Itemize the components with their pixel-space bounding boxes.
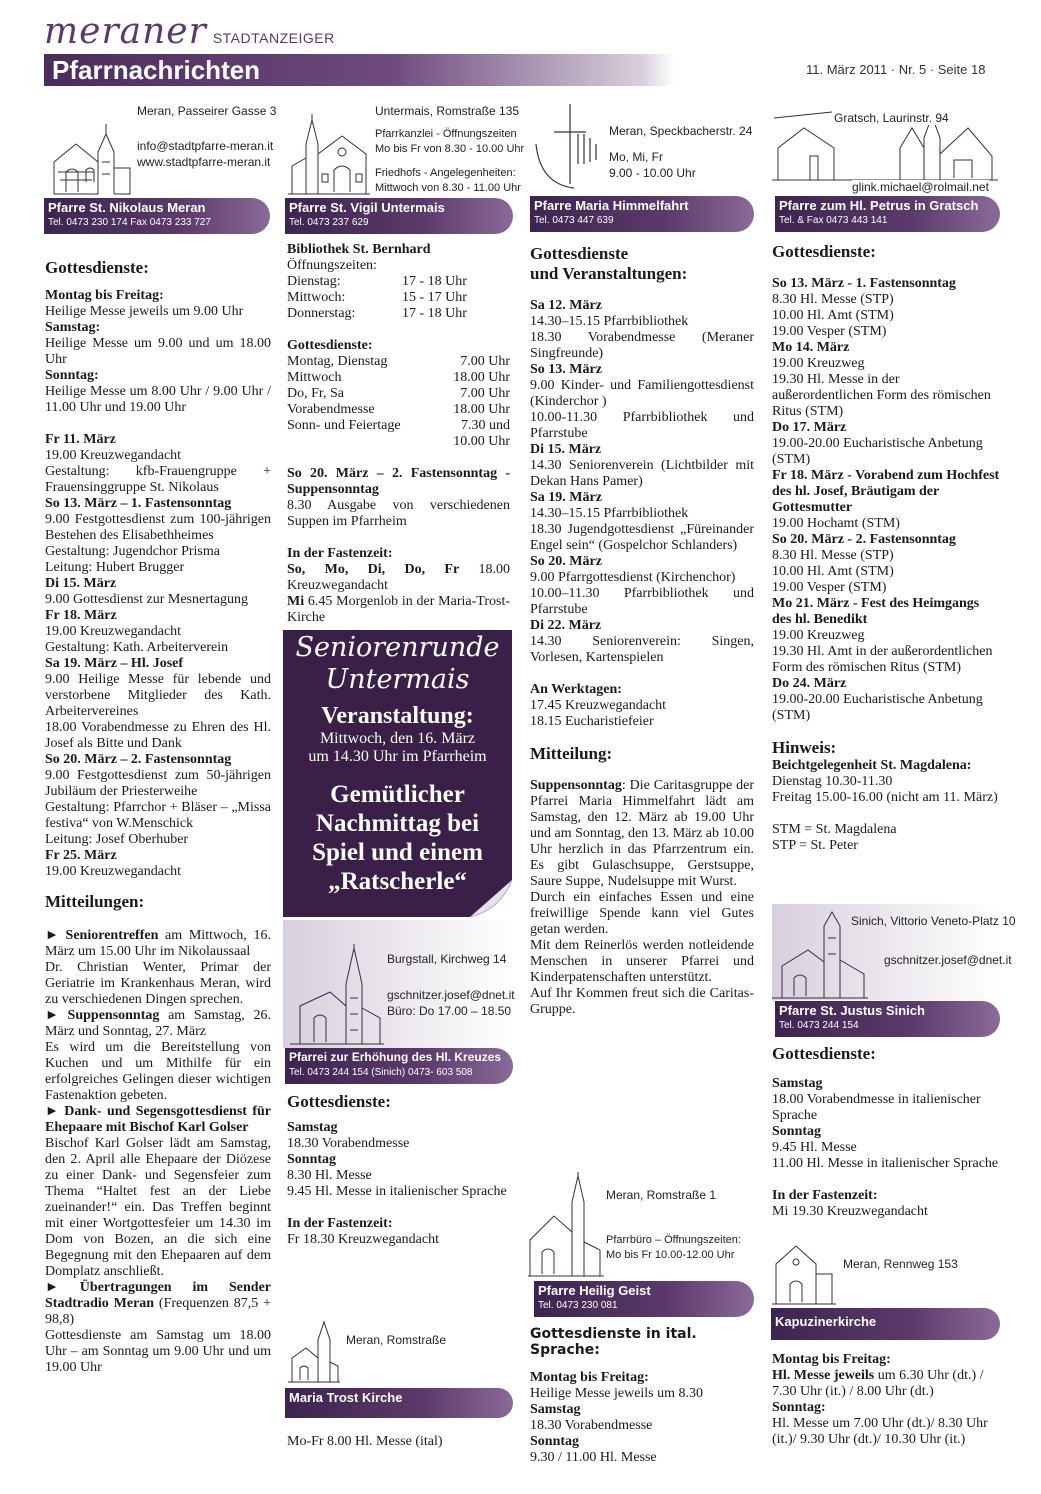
col3-heading-1: Gottesdienste — [530, 244, 629, 263]
col4-line: 19.00 Kreuzweg — [772, 356, 865, 371]
col1-line: Heilige Messe jeweils um 9.00 Uhr — [45, 304, 244, 319]
sinich-email[interactable]: gschnitzer.josef@dnet.it — [884, 953, 1012, 967]
burgstall-parish-bar — [285, 1048, 513, 1084]
heiliggeist-tel: Tel. 0473 230 081 — [538, 1300, 618, 1311]
col1-line: 9.00 Heilige Messe für lebende und verstorbene Mitglieder des Kath. Arbeitervereines — [45, 672, 271, 719]
col3-line: 18.30 Vorabendmesse (Meraner Singfreunde) — [530, 330, 754, 361]
col1-line: So 20. März – 2. Fastensonntag — [45, 752, 232, 767]
col1-mitteilungen — [45, 928, 271, 1376]
mitteilung-item: ► Seniorentreffen am Mittwoch, 16. März um 15.00 Uhr im Nikolaussaal — [45, 928, 272, 959]
gratsch-name: Pfarre zum Hl. Petrus in Gratsch — [779, 198, 979, 213]
col3-line: 10.00-11.30 Pfarrbibliothek und Pfarrstube — [530, 410, 754, 441]
burgstall-email[interactable]: gschnitzer.josef@dnet.it — [387, 988, 515, 1002]
senior-g4: „Ratscherle“ — [328, 868, 467, 895]
mariatrost-address: Meran, Romstraße — [346, 1333, 447, 1347]
col1-line: Fr 18. März — [45, 608, 117, 623]
col3-heading-mitteilung: Mitteilung: — [530, 744, 613, 763]
col1-heading-gottesdienste: Gottesdienste: — [45, 258, 149, 277]
fasten2-text: 6.45 Morgenlob in der Maria-Trost-Kirche — [287, 594, 510, 625]
himmelfahrt-hours: 9.00 - 10.00 Uhr — [609, 166, 696, 180]
church-kapuziner-illustration — [772, 1240, 836, 1306]
vigil-info3: Friedhofs - Angelegenheiten: — [375, 167, 516, 179]
sinich-parish-bar — [775, 1001, 1000, 1037]
sinich-gd-line — [772, 1172, 1000, 1188]
col1-line: Sa 19. März – Hl. Josef — [45, 656, 184, 671]
col3-line: 14.30 Seniorenverein (Lichtbilder mit Dekan Hans Pamer) — [530, 458, 754, 489]
ital-line: Sonntag — [530, 1434, 580, 1449]
burgstall-gd-line: Fr 18.30 Kreuzwegandacht — [287, 1232, 440, 1247]
vigil-gd-row-day: Vorabendmesse — [287, 402, 375, 417]
col4-body — [772, 242, 1000, 854]
col3-line: 14.30 Seniorenverein: Singen, Vorlesen, Kartenspielen — [530, 634, 754, 665]
ital-title: Gottesdienste in ital. Sprache: — [530, 1326, 697, 1358]
vigil-name: Pfarre St. Vigil Untermais — [289, 200, 445, 215]
senior-g1: Gemütlicher — [330, 781, 465, 808]
bibliothek-title: Bibliothek St. Bernhard — [287, 242, 431, 257]
heiliggeist-address: Meran, Romstraße 1 — [606, 1188, 717, 1202]
kapuziner-body — [772, 1352, 1000, 1448]
heiliggeist-name: Pfarre Heilig Geist — [538, 1283, 651, 1298]
col2-body — [287, 242, 510, 626]
col4-line: Mo 14. März — [772, 340, 850, 355]
senior-time: um 14.30 Uhr im Pfarrheim — [308, 748, 487, 765]
vigil-gd-row-time: 7.30 und — [461, 418, 510, 433]
col1-line: 18.00 Vorabendmesse zu Ehren des Hl. Josef als Bitte und Dank — [45, 720, 271, 751]
himmelfahrt-days: Mo, Mi, Fr — [609, 150, 663, 164]
heiliggeist-parish-bar — [534, 1281, 754, 1317]
col4-line: 19.30 Hl. Amt in der außerordentlichen Form des römischen Ritus (STM) — [772, 644, 993, 675]
nikolaus-web[interactable]: www.stadtpfarre-meran.it — [137, 155, 271, 169]
bib-row-day: Dienstag: — [287, 274, 341, 289]
vigil-address: Untermais, Romstraße 135 — [375, 104, 520, 118]
bibliothek-sub: Öffnungszeiten: — [287, 258, 377, 273]
col1-line: Gestaltung: Jugendchor Prisma — [45, 544, 220, 559]
vigil-tel: Tel. 0473 237 629 — [289, 217, 369, 228]
burgstall-name: Pfarrei zur Erhöhung des Hl. Kreuzes — [289, 1050, 502, 1064]
hinweis-line: Beichtgelegenheit St. Magdalena: — [772, 758, 972, 773]
col3-mit-lead: Suppensonntag — [530, 778, 622, 793]
vigil-gd-row-time: 7.00 Uhr — [460, 386, 510, 401]
col1-line: Fr 25. März — [45, 848, 117, 863]
mitteilung-lead: ► Suppensonntag — [45, 1008, 160, 1023]
masthead — [44, 10, 335, 50]
col3-mit3: Mit dem Reinerlös werden notleidende Menschen in unserer Pfarrei und Kinderpatenschaften unterstützt. — [530, 938, 754, 985]
kapuziner-bar — [771, 1308, 1000, 1340]
bib-row-day: Mittwoch: — [287, 290, 346, 305]
bib-row-time: 17 - 18 Uhr — [402, 274, 467, 289]
col4-line: 10.00 Hl. Amt (STM) — [772, 564, 894, 579]
col3-line: 18.30 Jugendgottesdienst „Füreinander Engel sein“ (Gospelchor Schlanders) — [530, 522, 754, 553]
col1-line: 9.00 Festgottesdienst zum 50-jährigen Jubiläum der Priesterweihe — [45, 768, 271, 799]
hinweis-line: Freitag 15.00-16.00 (nicht am 11. März) — [772, 790, 998, 805]
hinweis-line: STP = St. Peter — [772, 838, 858, 853]
col4-line: Do 17. März — [772, 420, 847, 435]
sinich-gd-line: Sonntag — [772, 1124, 822, 1139]
vigil-fasten-title: In der Fastenzeit: — [287, 546, 393, 561]
vigil-gd-row-time: 18.00 Uhr — [453, 402, 510, 417]
ital-line: Samstag — [530, 1402, 581, 1417]
col1-line: Leitung: Hubert Brugger — [45, 560, 185, 575]
col1-line: Samstag: — [45, 320, 101, 335]
kapuziner-line: Hl. Messe um 7.00 Uhr (dt.)/ 8.30 Uhr (it.)/ 9.30 Uhr (dt.)/ 10.30 Uhr (it.) — [772, 1416, 988, 1447]
col3-line: 14.30–15.15 Pfarrbibliothek — [530, 314, 689, 329]
gratsch-parish-bar — [775, 196, 1000, 232]
church-burgstall-illustration — [290, 944, 384, 1046]
burgstall-tel: Tel. 0473 244 154 (Sinich) 0473- 603 508 — [289, 1067, 473, 1078]
col1-line: 9.00 Gottesdienst zur Mesnertagung — [45, 592, 248, 607]
col1-line: Di 15. März — [45, 576, 117, 591]
senior-g3: Spiel und einem — [312, 839, 483, 866]
col1-line: 9.00 Festgottesdienst zum 100-jährigen Bestehen des Elisabethheimes — [45, 512, 271, 543]
vigil-gd-table — [287, 354, 510, 450]
burgstall-gd-line — [287, 1200, 510, 1216]
kapuziner-line: Sonntag: — [772, 1400, 826, 1415]
col2-body2 — [287, 1092, 510, 1248]
col4-body2 — [772, 1044, 1000, 1220]
col3-line: Sa 19. März — [530, 490, 602, 505]
bib-row-day: Donnerstag: — [287, 306, 356, 321]
church-vigil-illustration — [288, 114, 370, 196]
section-title: Pfarrnachrichten — [52, 55, 261, 85]
sinich-gd-list — [772, 1076, 1000, 1220]
col1-line: Fr 11. März — [45, 432, 116, 447]
nikolaus-parish-bar — [44, 198, 270, 234]
col1-line: 19.00 Kreuzwegandacht — [45, 624, 182, 639]
church-mariatrost-illustration — [288, 1318, 340, 1384]
so20-text: 8.30 Ausgabe von verschiedenen Suppen im Pfarrheim — [287, 498, 510, 529]
col1-line: Sonntag: — [45, 368, 99, 383]
sinich-gd-line: 9.45 Hl. Messe — [772, 1140, 857, 1155]
col3-body2 — [530, 1326, 754, 1466]
mitteilung-lead: ► Seniorentreffen — [45, 928, 159, 943]
col3-body — [530, 244, 754, 1018]
col4-heading-gd: Gottesdienste: — [772, 242, 876, 261]
seniorenrunde-box — [283, 630, 512, 917]
col4-heading-hinweis: Hinweis: — [772, 738, 837, 757]
bib-row-time: 15 - 17 Uhr — [402, 290, 467, 305]
col4-line: 19.00 Vesper (STM) — [772, 580, 887, 595]
nikolaus-tel: Tel. 0473 230 174 Fax 0473 233 727 — [48, 217, 211, 228]
sinich-tel: Tel. 0473 244 154 — [779, 1020, 859, 1031]
vigil-gd-row-day: Mittwoch — [287, 370, 342, 385]
vigil-gd-row-day — [287, 434, 453, 450]
col1-heading-mitteilungen: Mitteilungen: — [45, 892, 145, 911]
burgstall-gd-line: Samstag — [287, 1120, 338, 1135]
col3-line: 17.45 Kreuzwegandacht — [530, 698, 667, 713]
col4-line: So 13. März - 1. Fastensonntag — [772, 276, 956, 291]
sinich-gd-line: Mi 19.30 Kreuzwegandacht — [772, 1204, 928, 1219]
col3-line: 14.30–15.15 Pfarrbibliothek — [530, 506, 689, 521]
hinweis-line — [772, 806, 1000, 822]
col3-mit2: Durch ein einfaches Essen und eine freiwillige Spende kann viel Gutes getan werden. — [530, 890, 754, 937]
kapuziner-list — [772, 1352, 1000, 1448]
mitteilung-item: Es wird um die Bereitstellung von Kuchen und um Mithilfe für ein erfolgreiches Gelingen dieser wichtigen Fastenaktion gebeten. — [45, 1040, 271, 1103]
col4-schedule — [772, 276, 1000, 724]
col4-line: So 20. März - 2. Fastensonntag — [772, 532, 956, 547]
page-curl-icon — [470, 880, 512, 917]
col4-line: 19.00 Kreuzweg — [772, 628, 865, 643]
col4-line: Mo 21. März - Fest des Heimgangs des hl. Benedikt — [772, 596, 980, 627]
col3-mit-text: : Die Caritasgruppe der Pfarrei Maria Himmelfahrt lädt am Samstag, den 12. März ab 19.00 Uhr und am Sonntag, den 13. März ab 10.00 Uhr herzlich in das Pfarrzentrum ein. Es gibt Gulaschsuppe, Gerstsuppe, Saure Suppe, Nudelsuppe mit Wurst. — [530, 778, 754, 889]
church-heiliggeist-illustration — [528, 1172, 604, 1278]
hinweis-line: Dienstag 10.30-11.30 — [772, 774, 893, 789]
col3-line: 9.00 Pfarrgottesdienst (Kirchenchor) — [530, 570, 736, 585]
vigil-gd-title: Gottesdienste: — [287, 338, 373, 353]
vigil-gd-row-time: 18.00 Uhr — [453, 370, 510, 385]
burgstall-gd-line: Sonntag — [287, 1152, 337, 1167]
kapuziner-line: Hl. Messe jeweils um 6.30 Uhr (dt.) / 7.30 Uhr (it.) / 8.00 Uhr (dt.) — [772, 1368, 984, 1399]
kapuziner-line: Montag bis Freitag: — [772, 1352, 891, 1367]
vigil-gd-row-time: 7.00 Uhr — [460, 354, 510, 369]
nikolaus-email[interactable]: info@stadtpfarre-meran.it — [137, 139, 274, 153]
col1-line: 19.00 Kreuzwegandacht — [45, 448, 182, 463]
col3-line — [530, 666, 754, 682]
fasten1-text: 18.00 Kreuzwegandacht — [287, 562, 510, 593]
mitteilung-item: ► Suppensonntag am Samstag, 26. März und Sonntag, 27. März — [45, 1008, 271, 1039]
sinich-gd-line: Samstag — [772, 1076, 823, 1091]
vigil-parish-bar — [285, 198, 513, 234]
church-nikolaus-illustration — [46, 122, 132, 196]
sinich-name: Pfarre St. Justus Sinich — [779, 1003, 925, 1018]
col1-line: Gestaltung: Pfarrchor + Bläser – „Missa festiva“ von W.Menschick — [45, 800, 271, 831]
senior-g2: Nachmittag bei — [315, 810, 480, 837]
col1-line: Heilige Messe um 9.00 und um 18.00 Uhr — [45, 336, 271, 367]
mariatrost-name: Maria Trost Kirche — [289, 1390, 403, 1405]
burgstall-office: Büro: Do 17.00 – 18.50 — [387, 1004, 512, 1018]
kapuziner-address: Meran, Rennweg 153 — [843, 1257, 958, 1271]
col1-schedule — [45, 288, 271, 880]
mitteilung-lead: ► Dank- und Segensgottesdienst für Ehepaare mit Bischof Karl Golser — [45, 1104, 271, 1135]
sinich-gd-line: 18.00 Vorabendmesse in italienischer Sprache — [772, 1092, 981, 1123]
col3-mit4: Auf Ihr Kommen freut sich die Caritas-Gruppe. — [530, 986, 754, 1017]
kapuziner-name: Kapuzinerkirche — [775, 1314, 877, 1329]
ital-list — [530, 1370, 754, 1466]
gratsch-address: Gratsch, Laurinstr. 94 — [834, 111, 949, 125]
nikolaus-address: Meran, Passeirer Gasse 3 — [137, 104, 277, 118]
col3-line: Di 22. März — [530, 618, 602, 633]
burgstall-gd-line: 9.45 Hl. Messe in italienischer Sprache — [287, 1184, 507, 1199]
sinich-gd-line: In der Fastenzeit: — [772, 1188, 878, 1203]
senior-title-2: Untermais — [325, 664, 470, 695]
nikolaus-name: Pfarre St. Nikolaus Meran — [48, 200, 206, 215]
heiliggeist-info2: Mo bis Fr 10.00-12.00 Uhr — [606, 1249, 735, 1261]
ital-line: Montag bis Freitag: — [530, 1370, 649, 1385]
ital-line: Heilige Messe jeweils um 8.30 — [530, 1386, 704, 1401]
col4-line: Do 24. März — [772, 676, 847, 691]
mariatrost-bar — [285, 1388, 513, 1418]
issue-info: 11. März 2011 · Nr. 5 · Seite 18 — [806, 62, 986, 77]
col1-line: So 13. März – 1. Fastensonntag — [45, 496, 232, 511]
sinich-address: Sinich, Vittorio Veneto-Platz 10 — [851, 914, 1016, 928]
col4-line: 19.00-20.00 Eucharistische Anbetung (STM) — [772, 692, 983, 723]
col3-line: So 20. März — [530, 554, 602, 569]
burgstall-gd-line: In der Fastenzeit: — [287, 1216, 393, 1231]
col1-body — [45, 258, 271, 1376]
himmelfahrt-tel: Tel. 0473 447 639 — [534, 215, 614, 226]
col4-line: Fr 18. März - Vorabend zum Hochfest des hl. Josef, Bräutigam der Gottesmutter — [772, 468, 1000, 515]
mitteilung-item: Gottesdienste am Samstag um 18.00 Uhr – am Sonntag um 9.00 Uhr und um 19.00 Uhr — [45, 1328, 271, 1375]
himmelfahrt-address: Meran, Speckbacherstr. 24 — [609, 124, 753, 138]
mitteilung-item: ► Übertragungen im Sender Stadtradio Meran (Frequenzen 87,5 + 98,8) — [45, 1280, 271, 1327]
sinich-gd-title: Gottesdienste: — [772, 1044, 876, 1063]
col4-line: 8.30 Hl. Messe (STP) — [772, 548, 894, 563]
so20-title: So 20. März – 2. Fastensonntag - Suppensonntag — [287, 466, 510, 497]
col3-line: An Werktagen: — [530, 682, 622, 697]
fasten2-day: Mi — [287, 594, 305, 609]
col1-line: Heilige Messe um 8.00 Uhr / 9.00 Uhr / 11.00 Uhr und 19.00 Uhr — [45, 384, 271, 415]
himmelfahrt-parish-bar — [530, 196, 754, 232]
vigil-gd-row-time: 10.00 Uhr — [453, 434, 510, 449]
vigil-info1: Pfarrkanzlei - Öffnungszeiten — [375, 128, 517, 140]
mitteilung-lead: ► Übertragungen im Sender Stadtradio Meran — [45, 1280, 271, 1311]
col4-line: 19.00 Hochamt (STM) — [772, 516, 900, 531]
vigil-gd-row-day: Do, Fr, Sa — [287, 386, 344, 401]
col3-line: Di 15. März — [530, 442, 602, 457]
masthead-logo: meraner — [44, 11, 207, 52]
col4-line: 19.00 Vesper (STM) — [772, 324, 887, 339]
col3-schedule — [530, 298, 754, 730]
mitteilung-item: Bischof Karl Golser lädt am Samstag, den 2. April alle Ehepaare der Diözese zu einer Dank- und Segensfeier zum Thema “Haltet fest an der Liebe zueinander!“ ein. Das Treffen beginnt mit einer Wortgottesfeier um 14.30 im Dom von Bozen, an die sich eine Begegnung mit den Ehepaaren auf dem Domplatz anschließt. — [45, 1136, 271, 1279]
burgstall-gd-list — [287, 1120, 510, 1248]
ital-line: 9.30 / 11.00 Hl. Messe — [530, 1450, 657, 1465]
senior-title-1: Seniorenrunde — [295, 632, 500, 663]
col1-line: Gestaltung: Kath. Arbeiterverein — [45, 640, 229, 655]
col1-line: 19.00 Kreuzwegandacht — [45, 864, 182, 879]
senior-date: Mittwoch, den 16. März — [319, 730, 476, 747]
col3-line: 10.00–11.30 Pfarrbibliothek und Pfarrstube — [530, 586, 754, 617]
burgstall-address: Burgstall, Kirchweg 14 — [387, 952, 507, 966]
senior-veranstaltung: Veranstaltung: — [321, 703, 474, 729]
col3-line: 18.15 Eucharistiefeier — [530, 714, 654, 729]
mariatrost-mass: Mo-Fr 8.00 Hl. Messe (ital) — [287, 1434, 443, 1449]
burgstall-gd-line: 18.30 Vorabendmesse — [287, 1136, 410, 1151]
burgstall-gd-title: Gottesdienste: — [287, 1092, 391, 1111]
col3-line: So 13. März — [530, 362, 602, 377]
col3-line: 9.00 Kinder- und Familiengottesdienst (Kinderchor ) — [530, 378, 754, 409]
ital-line: 18.30 Vorabendmesse — [530, 1418, 653, 1433]
col1-line: Montag bis Freitag: — [45, 288, 164, 303]
fasten1-days: So, Mo, Di, Do, Fr — [287, 562, 460, 577]
col4-line: 8.30 Hl. Messe (STP) — [772, 292, 894, 307]
bibliothek-hours — [287, 274, 510, 322]
bib-row-time: 17 - 18 Uhr — [402, 306, 467, 321]
burgstall-gd-line: 8.30 Hl. Messe — [287, 1168, 372, 1183]
gratsch-email[interactable]: glink.michael@rolmail.net — [852, 180, 989, 194]
col3-heading-2: und Veranstaltungen: — [530, 264, 688, 283]
church-himmelfahrt-illustration — [534, 104, 604, 190]
mitteilung-item — [45, 1104, 271, 1136]
col4-hinweis — [772, 758, 1000, 854]
vigil-info2: Mo bis Fr von 8.30 - 10.00 Uhr — [375, 143, 525, 155]
vigil-info4: Mittwoch von 8.30 - 11.00 Uhr — [375, 182, 521, 194]
col1-line: Leitung: Josef Oberhuber — [45, 832, 189, 847]
masthead-sub: STADTANZEIGER — [212, 30, 335, 46]
heiliggeist-info1: Pfarrbüro – Öffnungszeiten: — [606, 1234, 741, 1246]
col1-line — [45, 416, 271, 432]
vigil-gd-row-day: Sonn- und Feiertage — [287, 418, 401, 433]
col4-line: 10.00 Hl. Amt (STM) — [772, 308, 894, 323]
col3-line: Sa 12. März — [530, 298, 602, 313]
col1-line: Gestaltung: kfb-Frauengruppe + Frauensinggruppe St. Nikolaus — [45, 464, 271, 495]
gratsch-tel: Tel. & Fax 0473 443 141 — [779, 215, 888, 226]
himmelfahrt-name: Pfarre Maria Himmelfahrt — [534, 198, 689, 213]
col4-line: 19.00-20.00 Eucharistische Anbetung (STM) — [772, 436, 983, 467]
sinich-gd-line: 11.00 Hl. Messe in italienischer Sprache — [772, 1156, 999, 1171]
kapuziner-line-lead: Hl. Messe jeweils — [772, 1368, 875, 1383]
mitteilung-item: Dr. Christian Wenter, Primar der Geriatrie im Krankenhaus Meran, wird zu verschiedenen Dingen sprechen. — [45, 960, 271, 1007]
hinweis-line: STM = St. Magdalena — [772, 822, 897, 837]
col4-line: 19.30 Hl. Messe in der außerordentlichen Form des römischen Ritus (STM) — [772, 372, 991, 419]
vigil-gd-row-day: Montag, Dienstag — [287, 354, 388, 369]
